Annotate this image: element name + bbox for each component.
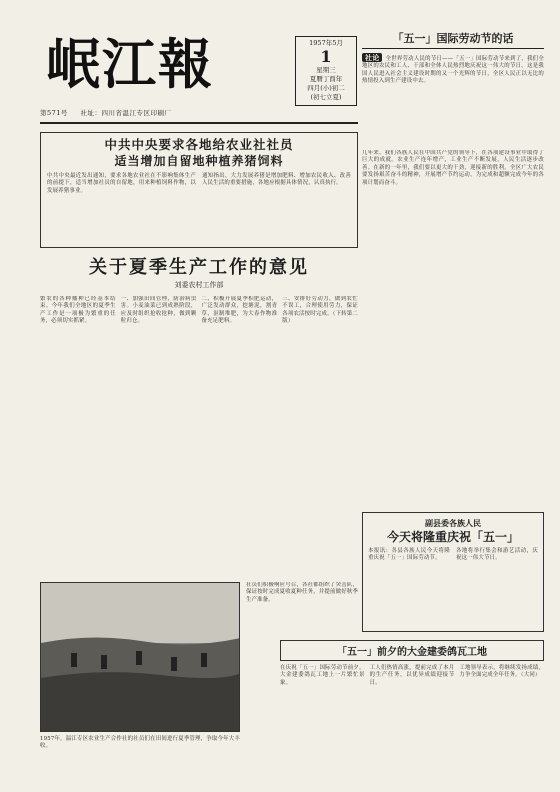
date-lunar-2: 四月(小)初二 <box>307 84 345 92</box>
date-note: (初七立夏) <box>310 93 342 101</box>
editorial-badge: 社论 <box>362 53 382 62</box>
article-celebration-col-2: 各地将举行集会和游艺活动，庆祝这一伟大节日。 <box>456 548 538 562</box>
newspaper-title: 岷江報 <box>46 32 214 96</box>
editorial-column <box>362 30 544 86</box>
continued-column: 社员们积极响应号召，各社都组织了突击队，保证按时完成夏收夏种任务，并提前做好秋季生产准备。 <box>246 582 358 603</box>
editorial-body: 全世界劳动人民的节日——「五一」国际劳动节来到了，我们全地区的农民和工人、干部和全体人民热烈地庆祝这一伟大的节日。这是我国人民进入社会主义建设时期的又一个光辉的节日，全区人民正以无比的热情投入到生产建设中去。 <box>362 56 544 85</box>
article-celebration-kicker: 副县委各族人民 <box>425 518 481 528</box>
news-photo <box>40 582 240 732</box>
photo-caption: 1957年，温江专区农业生产合作社的社员们在田间进行夏季管理，争取今年大丰收。 <box>40 736 240 750</box>
article-summer-header <box>40 256 358 290</box>
article-worksite <box>280 640 544 780</box>
article-pig-feed-subhead: 适当增加自留地种植养猪饲料 <box>114 154 284 168</box>
article-pig-feed-col-1: 中共中央最近发出通知，要求各地农业社在不影响集体生产的前提下，适当增加社员的自留地，用来种植饲料作物，以发展养猪事业。 <box>47 173 196 194</box>
article-celebration-col-1: 本报讯：各县各族人民今天将隆重庆祝「五一」国际劳动节。 <box>368 548 450 562</box>
issue-number: 第571号 <box>40 109 68 117</box>
date-year: 1957年5月 <box>309 39 343 47</box>
article-celebration-headline: 今天将隆重庆祝「五一」 <box>386 530 519 544</box>
article-summer-body <box>40 296 358 576</box>
issue-line <box>40 108 182 117</box>
article-pig-feed-headline: 中共中央要求各地给农业社社员 <box>104 137 294 152</box>
article-worksite-col-3: 工地领导表示，将继续发扬成绩，力争全面完成全年任务。（大同） <box>459 665 544 679</box>
article-celebration <box>362 512 544 632</box>
publisher-address: 社址：四川省温江专区印刷厂 <box>80 109 172 117</box>
date-box <box>295 36 357 106</box>
article-summer-title: 关于夏季生产工作的意见 <box>89 257 309 278</box>
article-summer-col-4: 三、安排好劳动力，做到农忙不误工，合理使用劳力，保证各项农活按时完成。（下转第二版） <box>282 296 358 325</box>
article-summer-col-3: 二、积极开展夏季积肥运动，广泛发动群众，挖塘泥，割青草，沤制堆肥，为大春作物准备充足肥料。 <box>201 296 278 325</box>
article-summer-col-1: 繁农的各种播种已经基本结束。今年我们全地区的夏季生产工作是一项极为繁重的任务，必须切实抓紧。 <box>40 296 116 325</box>
date-weekday: 星期三 <box>316 66 336 74</box>
article-worksite-headline: 「五一」前夕的大金建委鸽瓦工地 <box>280 640 544 661</box>
article-summer-col-2: 一、加强田间管理，防治病虫害。小麦油菜已到成熟阶段，应及时组织抢收抢种，做到颗粒归仓。 <box>120 296 197 325</box>
article-worksite-col-2: 工人们热情高涨，提前完成了本月的生产任务，以优异成绩迎接节日。 <box>369 665 455 686</box>
article-pig-feed-col-2: 通知指出，大力发展养猪是增加肥料、增加农民收入、改善人民生活的重要措施，各地应根据具体情况，认真执行。 <box>202 173 351 187</box>
editorial-continued: 几年来，我们各族人民在中国共产党的领导下，在各项建设事业中取得了巨大的成就。农业生产连年增产，工业生产不断发展，人民生活逐步改善。在新的一年里，我们要以更大的干劲，迎接新的胜利。全区广大农民要发扬艰苦奋斗的精神，开展增产节约运动，为完成和超额完成今年的各项计划而奋斗。 <box>362 150 544 186</box>
editorial-title: 「五一」国际劳动节的话 <box>362 30 544 49</box>
editorial-text <box>362 53 544 86</box>
article-pig-feed <box>40 132 358 248</box>
date-day: 1 <box>320 47 332 66</box>
date-lunar: 夏曆丁酉年 <box>309 75 343 83</box>
article-summer-byline: 刘委农村工作部 <box>174 281 224 289</box>
masthead <box>40 32 358 124</box>
article-worksite-col-1: 在庆祝「五一」国际劳动节前夕，大金建委鸽瓦工地上一片繁忙景象。 <box>280 665 365 686</box>
